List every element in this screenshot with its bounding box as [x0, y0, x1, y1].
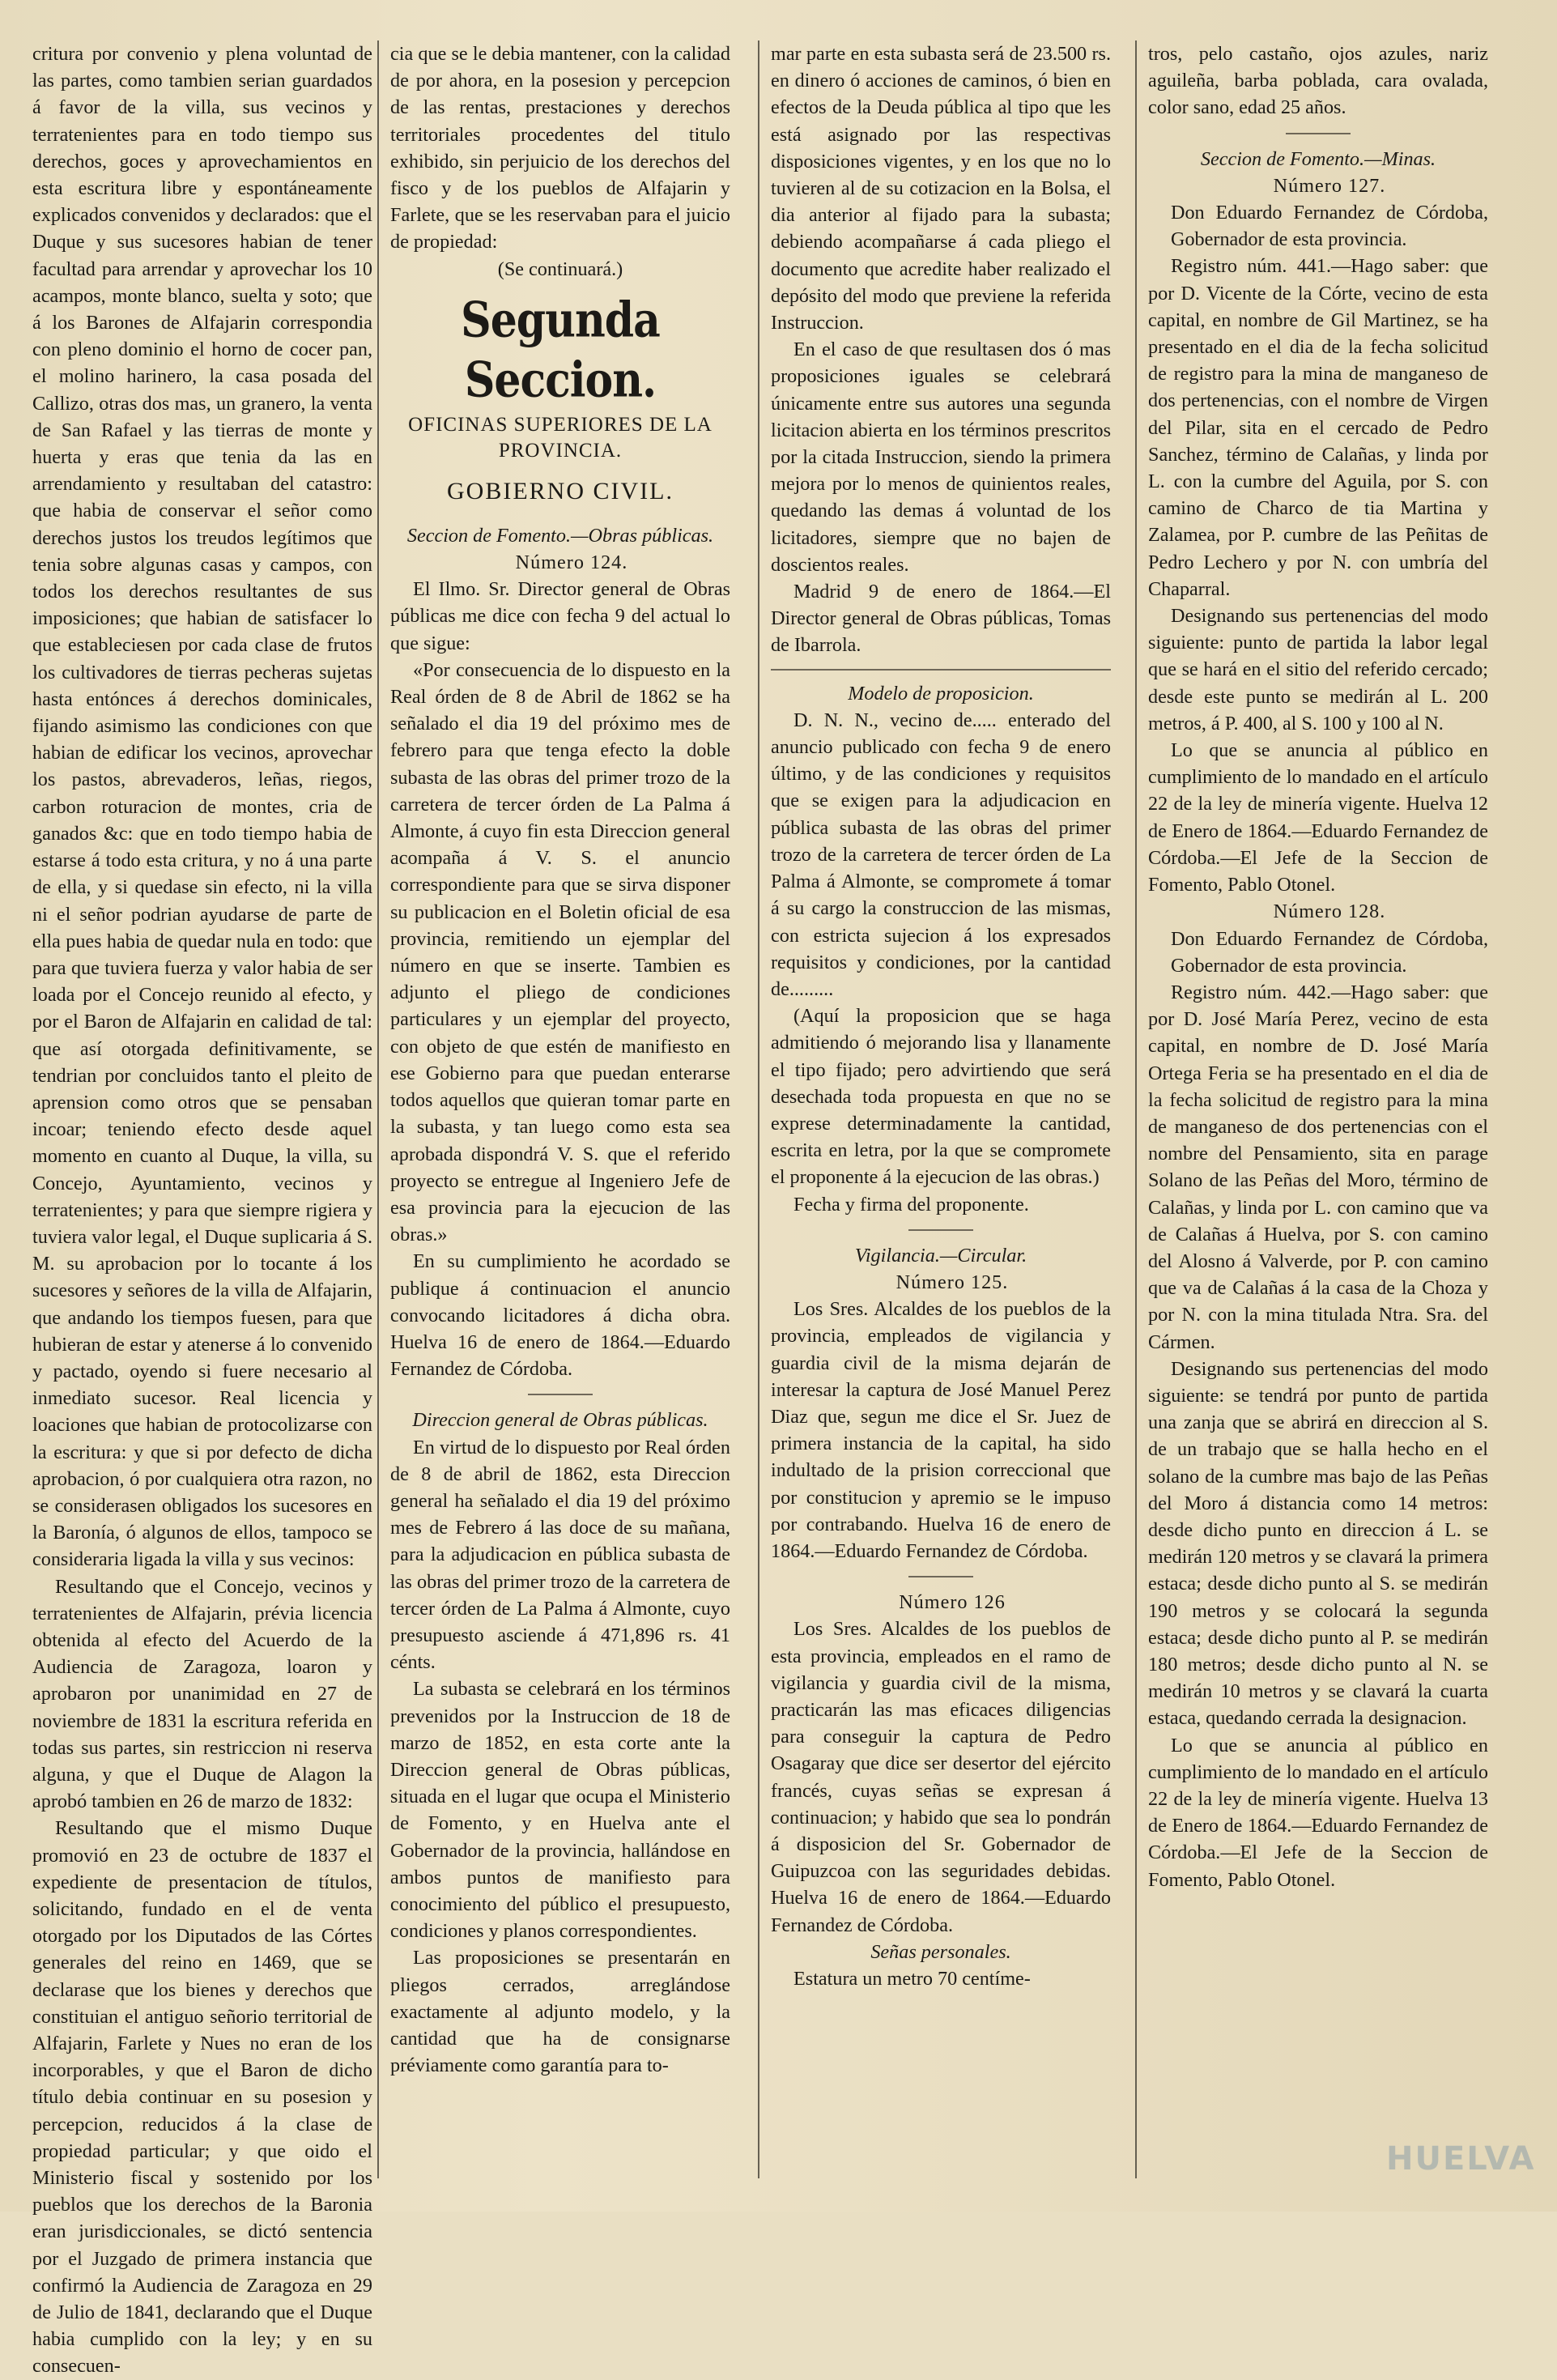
divider — [771, 669, 1111, 671]
column-2 — [390, 40, 730, 2186]
notice-number: Número 125. — [895, 1271, 1009, 1293]
continuation-note: (Se continuará.) — [497, 258, 623, 280]
paragraph: Los Sres. Alcaldes de los pueblos de esta provincia, empleados en el ramo de vigilancia y guardia civil de la misma, practicarán las mas eficaces diligencias para conseguir la captura de Pedro Osagaray que dice ser desertor del ejército francés, cuyas señas se expresan á continuacion; y habido que sea lo pondrán á disposicion del Sr. Gobernador de Guipuzcoa con las seguridades debidas. Huelva 16 de enero de 1864.—Eduardo Fernandez de Córdoba. — [771, 1618, 1111, 1936]
subsection-heading: Direccion general de Obras públicas. — [412, 1409, 708, 1432]
paragraph: «Por consecuencia de lo dispuesto en la Real órden de 8 de Abril de 1862 se ha señalado el dia 19 del próximo mes de febrero para que tenga efecto la doble subasta de las obras del primer trozo de la carretera de tercer órden de La Palma á Almonte, á cuyo fin esta Direccion general acompaña á V. S. el anuncio correspondiente para que se sirva disponer su publicacion en el Boletin oficial de esa provincia, remitiendo un ejemplar del número en que se inserte. Tambien es adjunto el pliego de condiciones particulares y un ejemplar del proyecto, con objeto de que estén de manifiesto en ese Gobierno para que puedan enterarse todos aquellos que quieran tomar parte en la subasta, y tan luego como esta sea aprobada dispondrá V. S. que el referido proyecto se entregue al Ingeniero Jefe de esa provincia para la ejecucion de las obras.» — [390, 658, 730, 1246]
subsection-heading: Vigilancia.—Circular. — [854, 1244, 1027, 1267]
paragraph: En virtud de lo dispuesto por Real órden de 8 de abril de 1862, esta Direccion general ha señalado el dia 19 del próximo mes de Febrero á las doce de su mañana, para la adjudicacion en pública subasta de las obras del primer trozo de la carretera de tercer órden de La Palma á Almonte, cuyo presupuesto asciende á 471,896 rs. 41 cénts. — [390, 1436, 730, 1674]
paragraph: El Ilmo. Sr. Director general de Obras públicas me dice con fecha 9 del actual lo que sigue: — [390, 578, 730, 654]
column-4 — [1148, 40, 1488, 1984]
divider — [908, 1576, 973, 1577]
paragraph: Registro núm. 441.—Hago saber: que por D. Vicente de la Córte, vecino de esta capital, en nombre de Gil Martinez, se ha presentado en el dia de la fecha solicitud de registro para la mina de manganeso de dos pertenencias, con el nombre de Virgen del Pilar, sita en el cercado de Pedro Sanchez, término de Calañas, y linda por L. con la cumbre del Aguila, por S. con camino de Charco de tia Martina y Zalamea, por P. cumbre de las Peñitas de Pedro Lechero y por N. con umbría del Chaparral. — [1148, 255, 1488, 600]
divider — [908, 1229, 973, 1231]
notice-number: Número 127. — [1273, 174, 1386, 197]
paragraph: tros, pelo castaño, ojos azules, nariz aguileña, barba poblada, cara ovalada, color sano, edad 25 años. — [1148, 43, 1488, 119]
paragraph: Resultando que el mismo Duque promovió en 23 de octubre de 1837 el expediente de presentacion de títulos, solicitando, fundado en el de venta otorgado por los Diputados de las Córtes generales del reino en 1469, que se declarase que los bienes y derechos que constituian el antiguo señorio territorial de Alfajarin, Farlete y Nues no eran de los incorporables, y que el Baron de dicho título debia continuar en su posesion y percepcion, reducidos á la clase de propiedad particular; y que oido el Ministerio fiscal y sostenido por los pueblos que los derechos de la Baronia eran jurisdiccionales, se dictó sentencia por el Juzgado de primera instancia que confirmó la Audiencia de Zaragoza en 29 de Julio de 1841, declarando que el Duque habia cumplido con la ley; y en su consecuen- — [32, 1817, 372, 2378]
paragraph: La subasta se celebrará en los términos prevenidos por la Instruccion de 18 de marzo de 1852, en esta corte ante la Direccion general de Obras públicas, situada en el lugar que ocupa el Ministerio de Fomento, y en Huelva ante el Gobernador de la provincia, hallándose en ambos puntos de manifiesto para conocimiento del público el presupuesto, condiciones y planos correspondientes. — [390, 1678, 730, 1943]
authority-line: Don Eduardo Fernandez de Córdoba, Gobernador de esta provincia. — [1171, 927, 1488, 977]
divider — [528, 1394, 593, 1395]
paragraph: critura por convenio y plena voluntad de las partes, como tambien serian guardados á favor de la villa, sus vecinos y terratenientes para en todo tiempo sus derechos, goces y aprovechamientos en esta escritura libre y espontáneamente explicados convenidos y declarados: que el Duque y sus sucesores habian de tener facultad para arrendar y aprovechar los 10 acampos, monte blanco, suelta y soto; que á los Barones de Alfajarin correspondia con pleno dominio el horno de cocer pan, el molino harinero, la casa posada del Callizo, otras dos mas, un granero, la venta de San Rafael y las tierras de monte y huerta y eras que tenia da las en arrendamiento y resultaban del catastro: que habia de conservar el señor como derechos justos los treudos legítimos que tenia sobre algunas casas y campos, con todos los derechos resultantes de sus imposiciones; que habian de satisfacer lo que estableciesen por cada clase de frutos los cultivadores de tierras pecheras sujetas hasta entónces á derechos dominicales, fijando asimismo las condiciones con que habian de edificar los vecinos, aprovechar los pastos, abrevaderos, leñas, riegos, carbon roturacion de montes, cria de ganados &c: que en todo tiempo habia de estarse á todo esta critura, y no á una parte de ella, y si quedase sin efecto, ni la villa ni el señor podrian ayudarse de parte de ella pues habia de quedar nula en todo: que para que tuviera fuerza y valor habia de ser loada por el Concejo reunido al efecto, y por el Baron de Alfajarin en calidad de tal: que así otorgada definitivamente, se tendrian por concluidos tanto el pleito de aprension como otros que se pensaban incoar; teniendo efecto desde aquel momento en cuanto al Duque, la villa, su Concejo, Ayuntamiento, vecinos y terratenientes; y para que siempre rigiera y tuviera valor legal, el Duque suplicaria á S. M. su aprobacion por lo tocante á los sucesores y señores de la villa de Alfajarin, que andando los tiempos fuesen, para que hubieran de estar y atenerse á lo convenido y pactado, oyendo si fuere necesario al inmediato sucesor. Real licencia y loaciones que habian de protocolizarse con la escritura: y que si por defecto de dicha aprobacion, ó por cualquiera otra razon, no se considerasen obligados los sucesores en la Baronía, ó algunos de ellos, tampoco se consideraria ligada la villa y sus vecinos: — [32, 43, 372, 1571]
paragraph: cia que se le debia mantener, con la calidad de por ahora, en la posesion y percepcion de las rentas, prestaciones y derechos territoriales procedentes del titulo exhibido, sin perjuicio de los derechos del fisco y de los pueblos de Alfajarin y Farlete, que se les reservaban para el juicio de propiedad: — [390, 43, 730, 253]
paragraph: mar parte en esta subasta será de 23.500 rs. en dinero ó acciones de caminos, ó bien en efectos de la Deuda pública al tipo que les está asignado por las respectivas disposiciones vigentes, y en los que no lo tuvieren al de su cotizacion en la Bolsa, el dia anterior al fijado para la subasta; debiendo acompañarse á cada pliego el documento que acredite haber realizado el depósito del modo que previene la referida Instruccion. — [771, 43, 1111, 334]
column-rule — [377, 40, 379, 2178]
column-1 — [32, 40, 372, 2378]
paragraph: Lo que se anuncia al público en cumplimiento de lo mandado en el artículo 22 de la ley de minería vigente. Huelva 12 de Enero de 1864.—Eduardo Fernandez de Córdoba.—El Jefe de la Seccion de Fomento, Pablo Otonel. — [1148, 739, 1488, 896]
paragraph: Designando sus pertenencias del modo siguiente: se tendrá por punto de partida una zanja que se abrirá en direccion al S. de un trabajo que se halla hecho en el solano de la cumbre mas bajo de las Peñas del Moro á distancia como 14 metros: desde dicho punto en direccion á L. se medirán 120 metros y se clavará la primera estaca; desde dicho punto al S. se medirán 190 metros y se colocará la segunda estaca; desde dicho punto al P. se medirán 180 metros; desde dicho punto al N. se medirán 10 metros y se clavará la cuarta estaca, quedando cerrada la designacion. — [1148, 1357, 1488, 1730]
divider — [1286, 133, 1351, 134]
section-title: Segunda Seccion. — [461, 292, 660, 409]
paragraph: Estatura un metro 70 centíme- — [793, 1968, 1031, 1990]
paragraph: En su cumplimiento he acordado se publique á continuacion el anuncio convocando licitadores á dicha obra. Huelva 16 de enero de 1864.—Eduardo Fernandez de Córdoba. — [390, 1250, 730, 1381]
notice-number: Número 124. — [515, 551, 628, 574]
authority-line: Don Eduardo Fernandez de Córdoba, Gobernador de esta provincia. — [1171, 202, 1488, 251]
paragraph: Designando sus pertenencias del modo siguiente: punto de partida la labor legal que se hará en el sitio del referido cercado; desde este punto se medirán al L. 200 metros, á P. 400, al S. 100 y 100 al N. — [1148, 605, 1488, 734]
watermark-logo: HUELVA — [1386, 2140, 1536, 2178]
notice-number: Número 128. — [1273, 900, 1386, 923]
column-rule — [1135, 40, 1137, 2178]
paragraph: Fecha y firma del proponente. — [793, 1193, 1029, 1216]
paragraph: Las proposiciones se presentarán en pliegos cerrados, arreglándose exactamente al adjunto modelo, y la cantidad que ha de consignarse préviamente como garantía para to- — [390, 1947, 730, 2077]
column-3 — [771, 40, 1111, 2186]
subsection-heading: Seccion de Fomento.—Minas. — [1200, 147, 1436, 170]
paragraph: Lo que se anuncia al público en cumplimiento de lo mandado en el artículo 22 de la ley de minería vigente. Huelva 13 de Enero de 1864.—Eduardo Fernandez de Córdoba.—El Jefe de la Seccion de Fomento, Pablo Otonel. — [1148, 1734, 1488, 1891]
subsection-heading: Seccion de Fomento.—Obras públicas. — [406, 524, 714, 547]
paragraph: (Aquí la proposicion que se haga admitiendo ó mejorando lisa y llanamente el tipo fijado; pero advirtiendo que será desechada toda propuesta en que no se exprese determinadamente la cantidad, escrita en letra, por la que se compromete el proponente á la ejecucion de las obras.) — [771, 1005, 1111, 1189]
paragraph: Los Sres. Alcaldes de los pueblos de la provincia, empleados de vigilancia y guardia civil de la misma dejarán de interesar la captura de José Manuel Perez Diaz que, segun me dice el Sr. Juez de primera instancia de la capital, ha sido indultado de la prision correccional que por constitucion y apremio se le impuso por contrabando. Huelva 16 de enero de 1864.—Eduardo Fernandez de Córdoba. — [771, 1298, 1111, 1562]
column-rule — [758, 40, 759, 2178]
subsection-heading: Modelo de proposicion. — [848, 682, 1034, 705]
paragraph: Resultando que el Concejo, vecinos y terratenientes de Alfajarin, prévia licencia obtenida al efecto del Acuerdo de la Audiencia de Zaragoza, loaron y aprobaron por unanimidad en 27 de noviembre de 1831 la escritura referida en todas sus partes, sin restriccion ni reserva alguna, y que el Duque de Alagon la aprobó tambien en 26 de marzo de 1832: — [32, 1575, 372, 1813]
paragraph: Madrid 9 de enero de 1864.—El Director general de Obras públicas, Tomas de Ibarrola. — [771, 581, 1111, 657]
subsection-heading: Señas personales. — [870, 1940, 1011, 1963]
government-heading: GOBIERNO CIVIL. — [447, 477, 674, 505]
paragraph: En el caso de que resultasen dos ó mas proposiciones iguales se celebrará únicamente entre sus autores una segunda licitacion abierta en los términos prescritos por la citada Instruccion, siendo la primera mejora por lo menos de quinientos reales, quedando las demas á voluntad de los licitadores, siempre que no bajen de doscientos reales. — [771, 338, 1111, 576]
paragraph: Registro núm. 442.—Hago saber: que por D. José María Perez, vecino de esta capital, en nombre de D. José María Ortega Feria se ha presentado en el dia de la fecha solicitud de registro para la mina de manganeso de dos pertenencias con el nombre del Pensamiento, sita en parage Solano de las Peñas del Moro, término de Calañas, y linda por L. con camino que va de Calañas á Huelva, por S. con camino del Alosno á Valverde, por P. con camino que va de Calañas á la casa de la Choza y por N. con la mina titulada Ntra. Sra. del Cármen. — [1148, 981, 1488, 1353]
office-heading: OFICINAS SUPERIORES DE LA PROVINCIA. — [408, 413, 713, 462]
notice-number: Número 126 — [899, 1591, 1006, 1614]
paragraph: D. N. N., vecino de..... enterado del anuncio publicado con fecha 9 de enero último, y de las condiciones y requisitos que se exigen para la adjudicacion en pública subasta de las obras del primer trozo de la carretera de tercer órden de La Palma á Almonte, se compromete á tomar á su cargo la construccion de las mismas, con estricta sujecion á los expresados requisitos y condiciones, por la cantidad de......... — [771, 709, 1111, 1000]
